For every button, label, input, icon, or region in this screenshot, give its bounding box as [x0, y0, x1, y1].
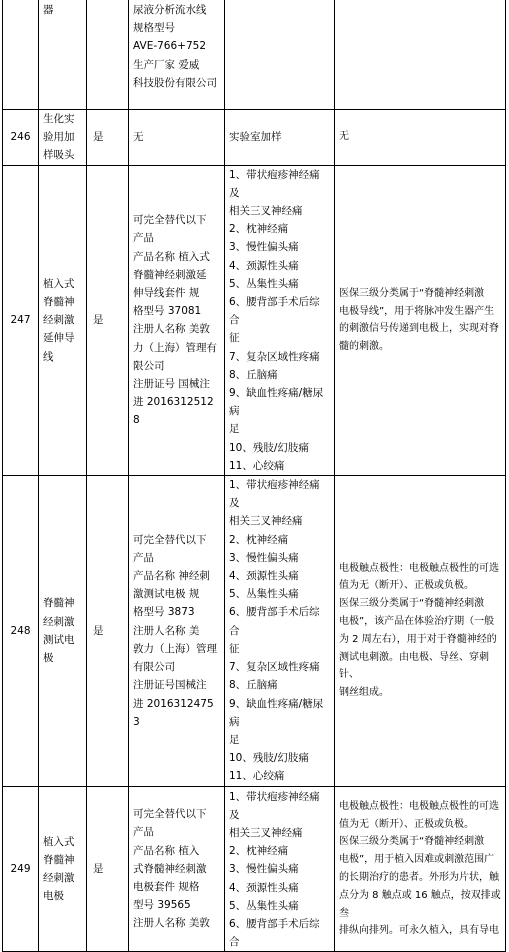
substitute-product-line: AVE-766+752	[133, 40, 206, 53]
indication-list-line: 5、丛集性头痛	[229, 588, 299, 601]
substitute-product-line: 电极套件 规格	[133, 881, 200, 894]
is-flag	[87, 0, 129, 110]
device-description-line: 无	[339, 131, 349, 143]
is-flag: 是	[87, 786, 129, 952]
indication-list-line: 3、慢性偏头痛	[229, 551, 299, 564]
substitute-product-line: 无	[133, 131, 144, 144]
row-number: 249	[3, 786, 39, 952]
device-name-line: 测试电	[43, 633, 75, 646]
indication-list-line: 5、丛集性头痛	[229, 277, 299, 290]
table-row	[3, 786, 506, 952]
substitute-product-line: 生产厂家 爱威	[133, 58, 200, 71]
device-description-line: 医保三级分类属于“脊髓神经刺激	[339, 836, 485, 848]
indication-list-line: 征	[229, 642, 240, 655]
substitute-product-line: 产品	[133, 826, 154, 839]
device-description-line: 电极”，该产品在体验治疗期（一般	[339, 615, 495, 627]
indication-list-line: 2、枕神经痛	[229, 845, 289, 858]
device-name-line: 延伸导	[43, 332, 75, 345]
device-description-line: 电极触点极性：电极触点极性的可选	[339, 800, 499, 812]
device-description-line: 电极触点极性：电极触点极性的可选	[339, 562, 499, 574]
substitute-product-line: 脊髓神经刺激延	[133, 268, 207, 281]
device-description-line: 钢丝组成。	[339, 687, 389, 699]
substitute-product-line: 产品名称 植入	[133, 844, 200, 857]
device-description-line: 测试电刺激。由电极、导丝、穿刺针、	[339, 651, 489, 681]
device-name	[39, 0, 87, 110]
substitute-product-line: 注册人名称 美	[133, 624, 200, 637]
indication-list	[225, 0, 335, 110]
device-name-line: 线	[43, 350, 54, 363]
substitute-product-line: 产品	[133, 551, 154, 564]
table-row	[3, 476, 506, 786]
substitute-product-line: 注册证号 国械注	[133, 377, 210, 390]
indication-list	[225, 476, 335, 786]
substitute-product-line: 进 20163125128	[133, 396, 214, 427]
indication-list-line: 8、丘脑痛	[229, 679, 278, 692]
device-description	[335, 165, 506, 475]
device-description-line: 医保三级分类属于“脊髓神经刺激	[339, 598, 485, 610]
indication-list-line: 6、腰背部手术后综合	[229, 606, 320, 637]
substitute-product-line: 格型号 37081	[133, 305, 202, 318]
device-name-line: 脊髓神	[43, 597, 75, 610]
device-name-line: 生化实	[43, 113, 75, 125]
indication-list-line: 2、枕神经痛	[229, 223, 289, 236]
substitute-product-line: 激测试电极 规	[133, 588, 200, 601]
device-description-line: 值为无（断开）、正极或负极。	[339, 818, 474, 830]
substitute-product-line: 可完全替代以下	[133, 808, 207, 821]
device-description	[335, 110, 506, 166]
device-description-line: 医保三级分类属于“脊髓神经刺激	[339, 287, 485, 299]
indication-list	[225, 110, 335, 166]
table-row	[3, 165, 506, 475]
substitute-product-line: 型号 39565	[133, 899, 191, 912]
indication-list-line: 1、带状疱疹神经痛及	[229, 790, 320, 821]
indication-list-line: 4、颈源性头痛	[229, 881, 299, 894]
substitute-product-line: 产品名称 植入式	[133, 250, 210, 263]
indication-list-line: 3、慢性偏头痛	[229, 863, 299, 876]
indication-list-line: 征	[229, 332, 240, 345]
indication-list-line: 6、腰背部手术后综合	[229, 296, 320, 327]
indication-list-line: 1、带状疱疹神经痛及	[229, 168, 320, 199]
table-row	[3, 110, 506, 166]
device-name-line: 极	[43, 651, 54, 664]
device-name-line: 器	[43, 4, 54, 16]
indication-list-line: 11、心绞痛	[229, 459, 285, 472]
substitute-product-line: 进 20163124753	[133, 697, 214, 728]
device-description	[335, 786, 506, 952]
indication-list-line: 足	[229, 733, 240, 746]
indication-list-line: 11、心绞痛	[229, 770, 285, 783]
device-description-line: 点分为 8 触点或 16 触点，按双排或叁	[339, 889, 501, 919]
device-name-line: 脊髓神	[43, 296, 75, 309]
is-flag: 是	[87, 476, 129, 786]
substitute-product-line: 有限公司	[133, 661, 175, 674]
indication-list-line: 9、缺血性疼痛/糖尿病	[229, 387, 324, 418]
device-description-line: 电极导线”，用于将脉冲发生器产生	[339, 305, 495, 317]
indication-list-line: 3、慢性偏头痛	[229, 241, 299, 254]
is-flag: 是	[87, 110, 129, 166]
substitute-product-line: 伸导线套件 规	[133, 286, 200, 299]
substitute-product-line: 科技股份有限公司	[133, 76, 217, 89]
device-name-line: 脊髓神	[43, 853, 75, 866]
is-flag: 是	[87, 165, 129, 475]
device-description-line: 髓的刺激。	[339, 341, 389, 353]
indication-list-line: 相关三叉神经痛	[229, 205, 303, 218]
table-row	[3, 0, 506, 110]
indication-list-line: 7、复杂区域性疼痛	[229, 661, 320, 674]
substitute-product-line: 式脊髓神经刺激	[133, 862, 207, 875]
indication-list	[225, 786, 335, 952]
device-description	[335, 476, 506, 786]
substitute-product-line: 注册人名称 美敦	[133, 323, 210, 336]
row-number: 248	[3, 476, 39, 786]
device-description-line: 排纵向排列。可永久植入，具有导电	[339, 925, 499, 937]
substitute-product-line: 限公司	[133, 359, 165, 372]
indication-list-line: 9、缺血性疼痛/糖尿病	[229, 697, 324, 728]
substitute-product-line: 可完全替代以下	[133, 214, 207, 227]
device-name-line: 植入式	[43, 277, 75, 290]
indication-list-line: 1、带状疱疹神经痛及	[229, 479, 320, 510]
indication-list-line: 8、丘脑痛	[229, 368, 278, 381]
substitute-product-line: 力（上海）管理有	[133, 341, 217, 354]
device-table	[2, 0, 506, 952]
indication-list-line: 4、颈源性头痛	[229, 570, 299, 583]
substitute-product-line: 尿液分析流水线	[133, 4, 207, 16]
substitute-product-line: 格型号 3873	[133, 606, 195, 619]
device-description-line: 电极”，用于植入因难或刺激范围广	[339, 854, 495, 866]
indication-list-line: 10、残肢/幻肢痛	[229, 441, 309, 454]
indication-list-line: 6、腰背部手术后综合	[229, 917, 320, 949]
device-name-line: 经刺激	[43, 314, 75, 327]
device-description-line: 值为无（断开）、正极或负极。	[339, 580, 474, 592]
substitute-product-line: 可完全替代以下	[133, 533, 207, 546]
device-name	[39, 476, 87, 786]
substitute-product-line: 敦力（上海）管理	[133, 642, 217, 655]
device-name-line: 验用加	[43, 131, 75, 144]
substitute-product-line: 注册人名称 美敦	[133, 917, 210, 930]
device-name	[39, 110, 87, 166]
row-number: 247	[3, 165, 39, 475]
indication-list-line: 相关三叉神经痛	[229, 515, 303, 528]
substitute-product	[129, 165, 225, 475]
device-description-line: 为 2 周左右），用于对于脊髓神经的	[339, 633, 497, 645]
indication-list-line: 10、残肢/幻肢痛	[229, 752, 309, 765]
indication-list-line: 5、丛集性头痛	[229, 899, 299, 912]
row-number	[3, 0, 39, 110]
row-number: 246	[3, 110, 39, 166]
substitute-product	[129, 110, 225, 166]
substitute-product	[129, 786, 225, 952]
indication-list-line: 足	[229, 423, 240, 436]
device-description-line: 的长期治疗的患者。外形为片状，触	[339, 871, 499, 883]
device-name-line: 经刺激	[43, 871, 75, 884]
device-name-line: 植入式	[43, 835, 75, 848]
substitute-product-line: 规格型号	[133, 22, 175, 35]
substitute-product-line: 产品名称 神经刺	[133, 570, 210, 583]
indication-list-line: 相关三叉神经痛	[229, 826, 303, 839]
substitute-product-line: 产品	[133, 232, 154, 245]
indication-list-line: 7、复杂区域性疼痛	[229, 350, 320, 363]
substitute-product	[129, 476, 225, 786]
device-name	[39, 165, 87, 475]
device-name-line: 经刺激	[43, 615, 75, 628]
indication-list-line: 实验室加样	[229, 131, 282, 144]
device-name	[39, 786, 87, 952]
device-name-line: 电极	[43, 890, 64, 903]
indication-list-line: 4、颈源性头痛	[229, 259, 299, 272]
device-description-line: 的刺激信号传递到电极上，实现对脊	[339, 323, 499, 335]
substitute-product	[129, 0, 225, 110]
device-description	[335, 0, 506, 110]
indication-list	[225, 165, 335, 475]
substitute-product-line: 注册证号国械注	[133, 679, 207, 692]
device-name-line: 样吸头	[43, 149, 75, 162]
indication-list-line: 2、枕神经痛	[229, 533, 289, 546]
